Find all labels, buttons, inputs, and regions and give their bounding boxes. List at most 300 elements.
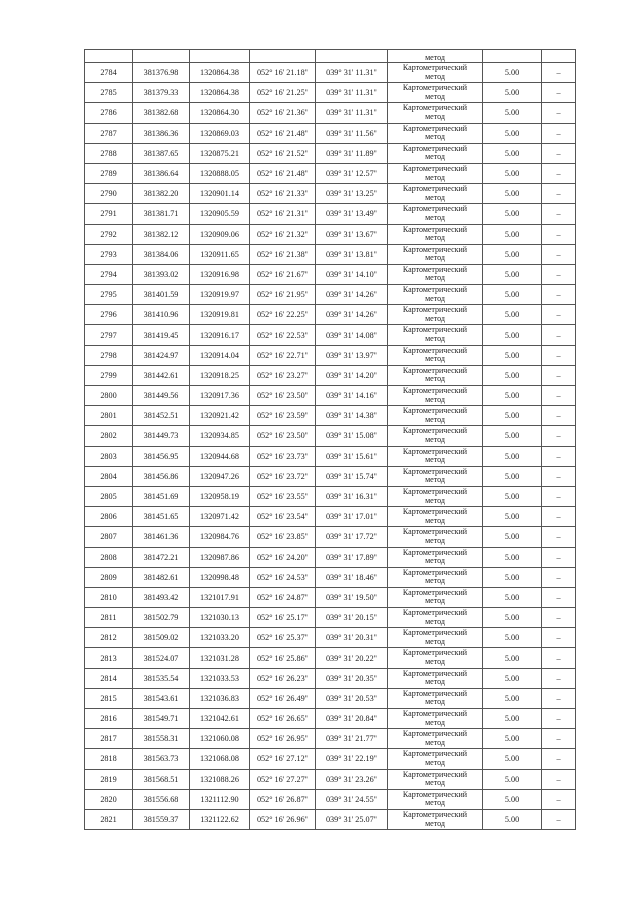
latitude-cell: 052° 16' 26.87" xyxy=(250,789,316,809)
note-cell: – xyxy=(542,749,576,769)
note-cell: – xyxy=(542,285,576,305)
x-coordinate-cell: 381386.64 xyxy=(133,163,190,183)
accuracy-cell: 5.00 xyxy=(483,305,542,325)
longitude-cell: 039° 31' 20.35" xyxy=(316,668,388,688)
table-row xyxy=(85,204,576,224)
latitude-cell: 052° 16' 21.32" xyxy=(250,224,316,244)
method-line-1: Картометрический xyxy=(402,608,468,618)
longitude-cell: 039° 31' 19.50" xyxy=(316,587,388,607)
method-line-1: Картометрический xyxy=(402,466,468,476)
point-number-cell: 2790 xyxy=(85,184,133,204)
method-cell xyxy=(388,224,483,244)
note-cell: – xyxy=(542,507,576,527)
method-line-1: Картометрический xyxy=(402,809,468,819)
method-cell xyxy=(388,325,483,345)
point-number-cell: 2811 xyxy=(85,608,133,628)
method-line-2: метод xyxy=(425,616,445,626)
method-line-1: Картометрический xyxy=(402,163,468,173)
method-line-1: Картометрический xyxy=(402,143,468,153)
method-cell xyxy=(388,729,483,749)
method-cell xyxy=(388,184,483,204)
longitude-cell: 039° 31' 14.08" xyxy=(316,325,388,345)
y-coordinate-cell: 1320901.14 xyxy=(190,184,250,204)
latitude-cell: 052° 16' 25.17" xyxy=(250,608,316,628)
note-cell: – xyxy=(542,143,576,163)
method-cell xyxy=(388,587,483,607)
latitude-cell: 052° 16' 23.50" xyxy=(250,386,316,406)
longitude-cell: 039° 31' 13.25" xyxy=(316,184,388,204)
x-coordinate-cell: 381456.95 xyxy=(133,446,190,466)
table-row xyxy=(85,466,576,486)
method-cell xyxy=(388,547,483,567)
x-coordinate-cell: 381382.20 xyxy=(133,184,190,204)
latitude-cell: 052° 16' 22.25" xyxy=(250,305,316,325)
note-cell: – xyxy=(542,466,576,486)
table-row xyxy=(85,406,576,426)
method-line-1: Картометрический xyxy=(402,628,468,638)
method-line-2: метод xyxy=(425,233,445,243)
method-cell xyxy=(388,63,483,83)
point-number-cell: 2805 xyxy=(85,486,133,506)
y-coordinate-cell: 1320934.85 xyxy=(190,426,250,446)
method-line-2: метод xyxy=(425,535,445,545)
accuracy-cell: 5.00 xyxy=(483,204,542,224)
x-coordinate-cell: 381451.65 xyxy=(133,507,190,527)
longitude-cell: 039° 31' 14.20" xyxy=(316,365,388,385)
x-coordinate-cell: 381382.12 xyxy=(133,224,190,244)
y-coordinate-cell: 1320888.05 xyxy=(190,163,250,183)
longitude-cell: 039° 31' 24.55" xyxy=(316,789,388,809)
point-number-cell: 2808 xyxy=(85,547,133,567)
table-row xyxy=(85,527,576,547)
longitude-cell: 039° 31' 15.08" xyxy=(316,426,388,446)
latitude-cell: 052° 16' 23.59" xyxy=(250,406,316,426)
method-line-2: метод xyxy=(425,414,445,424)
y-coordinate-cell: 1320919.97 xyxy=(190,285,250,305)
latitude-cell: 052° 16' 23.27" xyxy=(250,365,316,385)
x-coordinate-cell: 381451.69 xyxy=(133,486,190,506)
y-coordinate-cell: 1321112.90 xyxy=(190,789,250,809)
point-number-cell: 2819 xyxy=(85,769,133,789)
y-coordinate-cell: 1321042.61 xyxy=(190,709,250,729)
y-coordinate-cell: 1320917.36 xyxy=(190,386,250,406)
y-coordinate-cell: 1320987.86 xyxy=(190,547,250,567)
latitude-cell: 052° 16' 21.18" xyxy=(250,63,316,83)
table-row xyxy=(85,668,576,688)
note-cell: – xyxy=(542,305,576,325)
y-coordinate-cell: 1321031.28 xyxy=(190,648,250,668)
accuracy-cell: 5.00 xyxy=(483,345,542,365)
y-coordinate-cell: 1320998.48 xyxy=(190,567,250,587)
accuracy-cell: 5.00 xyxy=(483,769,542,789)
method-cell xyxy=(388,688,483,708)
y-coordinate-cell: 1321088.26 xyxy=(190,769,250,789)
note-cell: – xyxy=(542,729,576,749)
table-row xyxy=(85,224,576,244)
y-coordinate-cell: 1321122.62 xyxy=(190,809,250,829)
y-coordinate-cell: 1320864.38 xyxy=(190,63,250,83)
point-number-cell: 2787 xyxy=(85,123,133,143)
method-line-2: метод xyxy=(425,334,445,344)
latitude-cell: 052° 16' 21.36" xyxy=(250,103,316,123)
point-number-cell: 2789 xyxy=(85,163,133,183)
table-cell xyxy=(316,50,388,63)
method-cell xyxy=(388,365,483,385)
method-line-1: Картометрический xyxy=(402,729,468,739)
method-line-1: Картометрический xyxy=(402,567,468,577)
table-row xyxy=(85,688,576,708)
note-cell: – xyxy=(542,789,576,809)
y-coordinate-cell: 1320921.42 xyxy=(190,406,250,426)
longitude-cell: 039° 31' 12.57" xyxy=(316,163,388,183)
table-row xyxy=(85,103,576,123)
table-row xyxy=(85,789,576,809)
table-row xyxy=(85,365,576,385)
note-cell: – xyxy=(542,709,576,729)
y-coordinate-cell: 1321030.13 xyxy=(190,608,250,628)
method-cell xyxy=(388,426,483,446)
x-coordinate-cell: 381449.56 xyxy=(133,386,190,406)
accuracy-cell: 5.00 xyxy=(483,386,542,406)
method-line-1: Картометрический xyxy=(402,204,468,214)
longitude-cell: 039° 31' 20.15" xyxy=(316,608,388,628)
method-cell xyxy=(388,648,483,668)
coordinates-table-body xyxy=(85,50,576,830)
latitude-cell: 052° 16' 25.86" xyxy=(250,648,316,668)
x-coordinate-cell: 381563.73 xyxy=(133,749,190,769)
method-line-2: метод xyxy=(425,132,445,142)
note-cell: – xyxy=(542,527,576,547)
latitude-cell: 052° 16' 21.38" xyxy=(250,244,316,264)
note-cell: – xyxy=(542,486,576,506)
x-coordinate-cell: 381558.31 xyxy=(133,729,190,749)
accuracy-cell: 5.00 xyxy=(483,446,542,466)
note-cell: – xyxy=(542,365,576,385)
method-line-1: Картометрический xyxy=(402,486,468,496)
method-line-2: метод xyxy=(425,111,445,121)
method-cell xyxy=(388,507,483,527)
method-line-1: Картометрический xyxy=(402,406,468,416)
x-coordinate-cell: 381509.02 xyxy=(133,628,190,648)
method-line-1: Картометрический xyxy=(402,769,468,779)
method-cell xyxy=(388,244,483,264)
point-number-cell: 2784 xyxy=(85,63,133,83)
method-cell xyxy=(388,143,483,163)
accuracy-cell: 5.00 xyxy=(483,264,542,284)
method-line-2: метод xyxy=(425,717,445,727)
longitude-cell: 039° 31' 20.53" xyxy=(316,688,388,708)
latitude-cell: 052° 16' 24.53" xyxy=(250,567,316,587)
accuracy-cell: 5.00 xyxy=(483,123,542,143)
method-line-1: Картометрический xyxy=(402,527,468,537)
x-coordinate-cell: 381384.06 xyxy=(133,244,190,264)
point-number-cell: 2809 xyxy=(85,567,133,587)
method-line-1: Картометрический xyxy=(402,224,468,234)
note-cell: – xyxy=(542,668,576,688)
accuracy-cell: 5.00 xyxy=(483,648,542,668)
longitude-cell: 039° 31' 13.81" xyxy=(316,244,388,264)
note-cell: – xyxy=(542,163,576,183)
accuracy-cell: 5.00 xyxy=(483,224,542,244)
method-line-2: метод xyxy=(425,677,445,687)
method-cell xyxy=(388,103,483,123)
table-row xyxy=(85,285,576,305)
y-coordinate-cell: 1320875.21 xyxy=(190,143,250,163)
accuracy-cell: 5.00 xyxy=(483,688,542,708)
method-cell xyxy=(388,527,483,547)
point-number-cell: 2816 xyxy=(85,709,133,729)
method-line-1: Картометрический xyxy=(402,648,468,658)
x-coordinate-cell: 381549.71 xyxy=(133,709,190,729)
method-line-1: Картометрический xyxy=(402,63,468,72)
table-row xyxy=(85,587,576,607)
method-line-2: метод xyxy=(425,657,445,667)
method-cell xyxy=(388,123,483,143)
method-line-2: метод xyxy=(425,757,445,767)
point-number-cell: 2794 xyxy=(85,264,133,284)
x-coordinate-cell: 381387.65 xyxy=(133,143,190,163)
accuracy-cell: 5.00 xyxy=(483,184,542,204)
table-row xyxy=(85,769,576,789)
accuracy-cell: 5.00 xyxy=(483,587,542,607)
note-cell: – xyxy=(542,123,576,143)
table-row xyxy=(85,628,576,648)
table-row xyxy=(85,163,576,183)
x-coordinate-cell: 381424.97 xyxy=(133,345,190,365)
latitude-cell: 052° 16' 26.96" xyxy=(250,809,316,829)
note-cell: – xyxy=(542,224,576,244)
point-number-cell: 2799 xyxy=(85,365,133,385)
table-row xyxy=(85,648,576,668)
point-number-cell: 2792 xyxy=(85,224,133,244)
method-line-2: метод xyxy=(425,556,445,566)
note-cell: – xyxy=(542,204,576,224)
note-cell: – xyxy=(542,628,576,648)
accuracy-cell: 5.00 xyxy=(483,466,542,486)
x-coordinate-cell: 381401.59 xyxy=(133,285,190,305)
x-coordinate-cell: 381449.73 xyxy=(133,426,190,446)
method-line-2: метод xyxy=(425,455,445,465)
method-cell xyxy=(388,345,483,365)
table-row xyxy=(85,446,576,466)
longitude-cell: 039° 31' 14.38" xyxy=(316,406,388,426)
longitude-cell: 039° 31' 18.46" xyxy=(316,567,388,587)
y-coordinate-cell: 1321033.20 xyxy=(190,628,250,648)
accuracy-cell: 5.00 xyxy=(483,143,542,163)
method-line-2: метод xyxy=(425,818,445,828)
table-row xyxy=(85,547,576,567)
latitude-cell: 052° 16' 21.31" xyxy=(250,204,316,224)
longitude-cell: 039° 31' 15.74" xyxy=(316,466,388,486)
method-cell xyxy=(388,749,483,769)
table-cell xyxy=(250,50,316,63)
method-cell xyxy=(388,83,483,103)
accuracy-cell: 5.00 xyxy=(483,83,542,103)
method-line-2: метод xyxy=(425,394,445,404)
note-cell: – xyxy=(542,426,576,446)
table-row xyxy=(85,749,576,769)
method-cell xyxy=(388,486,483,506)
note-cell: – xyxy=(542,244,576,264)
accuracy-cell: 5.00 xyxy=(483,163,542,183)
accuracy-cell: 5.00 xyxy=(483,244,542,264)
latitude-cell: 052° 16' 26.65" xyxy=(250,709,316,729)
table-row xyxy=(85,184,576,204)
accuracy-cell: 5.00 xyxy=(483,507,542,527)
note-cell: – xyxy=(542,446,576,466)
y-coordinate-cell: 1320869.03 xyxy=(190,123,250,143)
y-coordinate-cell: 1320918.25 xyxy=(190,365,250,385)
method-line-2: метод xyxy=(425,737,445,747)
y-coordinate-cell: 1320947.26 xyxy=(190,466,250,486)
method-cell xyxy=(388,628,483,648)
accuracy-cell: 5.00 xyxy=(483,325,542,345)
note-cell: – xyxy=(542,83,576,103)
table-row xyxy=(85,63,576,83)
accuracy-cell: 5.00 xyxy=(483,103,542,123)
latitude-cell: 052° 16' 23.73" xyxy=(250,446,316,466)
method-line-1: Картометрический xyxy=(402,446,468,456)
longitude-cell: 039° 31' 14.26" xyxy=(316,305,388,325)
table-cell xyxy=(133,50,190,63)
method-cell xyxy=(388,608,483,628)
x-coordinate-cell: 381419.45 xyxy=(133,325,190,345)
method-line-2: метод xyxy=(425,273,445,283)
y-coordinate-cell: 1320864.30 xyxy=(190,103,250,123)
x-coordinate-cell: 381381.71 xyxy=(133,204,190,224)
method-cell xyxy=(388,567,483,587)
latitude-cell: 052° 16' 26.95" xyxy=(250,729,316,749)
point-number-cell: 2815 xyxy=(85,688,133,708)
method-cell xyxy=(388,809,483,829)
point-number-cell: 2791 xyxy=(85,204,133,224)
y-coordinate-cell: 1321036.83 xyxy=(190,688,250,708)
accuracy-cell: 5.00 xyxy=(483,486,542,506)
note-cell: – xyxy=(542,547,576,567)
point-number-cell: 2801 xyxy=(85,406,133,426)
x-coordinate-cell: 381442.61 xyxy=(133,365,190,385)
table-row-continued xyxy=(85,50,576,63)
latitude-cell: 052° 16' 27.12" xyxy=(250,749,316,769)
note-cell: – xyxy=(542,688,576,708)
table-row xyxy=(85,264,576,284)
point-number-cell: 2802 xyxy=(85,426,133,446)
point-number-cell: 2806 xyxy=(85,507,133,527)
longitude-cell: 039° 31' 20.84" xyxy=(316,709,388,729)
point-number-cell: 2820 xyxy=(85,789,133,809)
method-line-2: метод xyxy=(425,778,445,788)
x-coordinate-cell: 381543.61 xyxy=(133,688,190,708)
x-coordinate-cell: 381472.21 xyxy=(133,547,190,567)
latitude-cell: 052° 16' 24.87" xyxy=(250,587,316,607)
method-line-1: Картометрический xyxy=(402,507,468,517)
x-coordinate-cell: 381559.37 xyxy=(133,809,190,829)
method-line-2: метод xyxy=(425,354,445,364)
x-coordinate-cell: 381452.51 xyxy=(133,406,190,426)
accuracy-cell: 5.00 xyxy=(483,285,542,305)
latitude-cell: 052° 16' 21.33" xyxy=(250,184,316,204)
longitude-cell: 039° 31' 11.89" xyxy=(316,143,388,163)
point-number-cell: 2795 xyxy=(85,285,133,305)
accuracy-cell: 5.00 xyxy=(483,567,542,587)
note-cell: – xyxy=(542,769,576,789)
note-cell: – xyxy=(542,406,576,426)
latitude-cell: 052° 16' 21.48" xyxy=(250,163,316,183)
method-line-2: метод xyxy=(425,596,445,606)
longitude-cell: 039° 31' 11.31" xyxy=(316,83,388,103)
method-line-1: Картометрический xyxy=(402,688,468,698)
y-coordinate-cell: 1321068.08 xyxy=(190,749,250,769)
point-number-cell: 2785 xyxy=(85,83,133,103)
method-line-1: Картометрический xyxy=(402,345,468,355)
method-cell xyxy=(388,386,483,406)
accuracy-cell: 5.00 xyxy=(483,709,542,729)
method-cell xyxy=(388,163,483,183)
latitude-cell: 052° 16' 23.54" xyxy=(250,507,316,527)
method-line-1: Картометрический xyxy=(402,264,468,274)
method-line-1: Картометрический xyxy=(402,547,468,557)
method-line-2: метод xyxy=(425,515,445,525)
method-cell xyxy=(388,466,483,486)
method-line-2: метод xyxy=(425,192,445,202)
method-line-2: метод xyxy=(425,172,445,182)
note-cell: – xyxy=(542,567,576,587)
method-line-2: метод xyxy=(425,636,445,646)
method-line-1: Картометрический xyxy=(402,426,468,436)
accuracy-cell: 5.00 xyxy=(483,406,542,426)
point-number-cell: 2818 xyxy=(85,749,133,769)
table-row xyxy=(85,305,576,325)
table-row xyxy=(85,729,576,749)
table-cell xyxy=(483,50,542,63)
y-coordinate-cell: 1320958.19 xyxy=(190,486,250,506)
latitude-cell: 052° 16' 26.49" xyxy=(250,688,316,708)
accuracy-cell: 5.00 xyxy=(483,749,542,769)
method-line-2: метод xyxy=(425,152,445,162)
method-cell xyxy=(388,204,483,224)
longitude-cell: 039° 31' 13.97" xyxy=(316,345,388,365)
table-row xyxy=(85,486,576,506)
x-coordinate-cell: 381376.98 xyxy=(133,63,190,83)
accuracy-cell: 5.00 xyxy=(483,365,542,385)
note-cell: – xyxy=(542,184,576,204)
method-line-1: Картометрический xyxy=(402,305,468,315)
method-cell xyxy=(388,305,483,325)
table-row xyxy=(85,345,576,365)
method-cell xyxy=(388,285,483,305)
longitude-cell: 039° 31' 21.77" xyxy=(316,729,388,749)
method-line-1: Картометрический xyxy=(402,325,468,335)
accuracy-cell: 5.00 xyxy=(483,628,542,648)
method-line-1: Картометрический xyxy=(402,184,468,194)
accuracy-cell: 5.00 xyxy=(483,608,542,628)
y-coordinate-cell: 1320905.59 xyxy=(190,204,250,224)
note-cell: – xyxy=(542,587,576,607)
longitude-cell: 039° 31' 17.01" xyxy=(316,507,388,527)
point-number-cell: 2800 xyxy=(85,386,133,406)
x-coordinate-cell: 381493.42 xyxy=(133,587,190,607)
point-number-cell: 2814 xyxy=(85,668,133,688)
accuracy-cell: 5.00 xyxy=(483,729,542,749)
longitude-cell: 039° 31' 14.16" xyxy=(316,386,388,406)
note-cell: – xyxy=(542,345,576,365)
method-line-1: Картометрический xyxy=(402,587,468,597)
method-line-1: Картометрический xyxy=(402,668,468,678)
longitude-cell: 039° 31' 14.10" xyxy=(316,264,388,284)
latitude-cell: 052° 16' 22.71" xyxy=(250,345,316,365)
y-coordinate-cell: 1320914.04 xyxy=(190,345,250,365)
latitude-cell: 052° 16' 25.37" xyxy=(250,628,316,648)
